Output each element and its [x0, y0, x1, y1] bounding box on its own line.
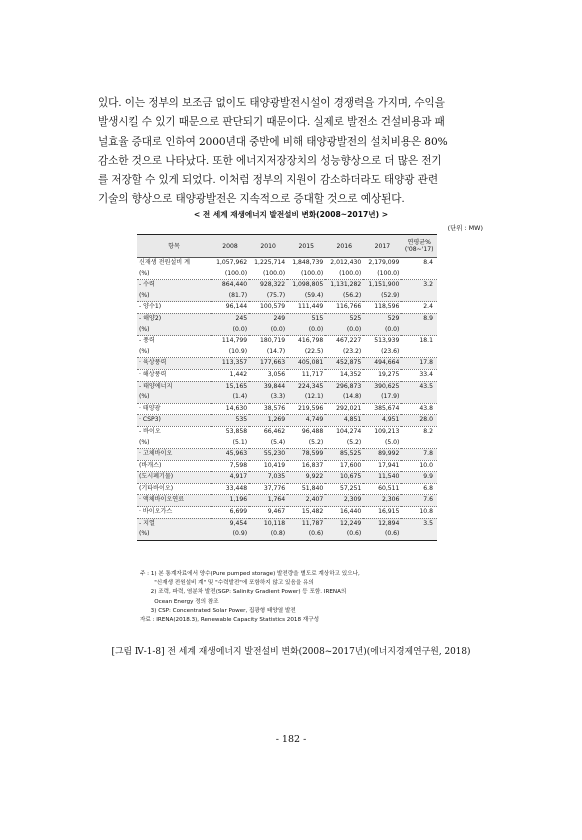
cell-value: 513,939	[363, 336, 401, 347]
cell-value: 529	[363, 313, 401, 324]
cell-value: (0.0)	[249, 325, 287, 336]
row-label: (도시폐기물)	[137, 472, 211, 484]
row-label: (%)	[139, 347, 150, 355]
table-row	[137, 483, 437, 495]
cell-value: (14.8)	[325, 392, 363, 403]
table-title: < 전 세계 재생에너지 발전설비 변화(2008~2017년) >	[193, 210, 389, 219]
cell-value: (5.1)	[232, 438, 248, 446]
cell-value: 55,230	[249, 449, 287, 461]
cell-value: 6,699	[211, 507, 249, 519]
cell-growth: 17.8	[401, 358, 437, 370]
cell-value: 53,858	[211, 426, 249, 437]
note-line: 3) CSP: Concentrated Solar Power, 집광형 태양열 발전	[140, 607, 296, 614]
cell-growth: 7.6	[401, 495, 437, 507]
cell-value: 416,798	[287, 336, 325, 347]
cell-value: (14.7)	[266, 347, 286, 355]
cell-value: 1,131,282	[325, 280, 363, 291]
cell-growth: 43.8	[401, 403, 437, 415]
row-label: - 풍력	[137, 336, 211, 347]
cell-value: 292,021	[325, 403, 363, 415]
note-line: "신재생 전원설비 계" 및 "수력발전"에 포함하지 않고 있음을 유의	[140, 580, 314, 587]
cell-value: (81.7)	[211, 291, 249, 302]
cell-value: (0.6)	[363, 529, 401, 540]
cell-value: 111,449	[287, 302, 325, 314]
cell-growth	[401, 325, 437, 336]
cell-value: 14,352	[325, 369, 363, 381]
cell-value: 4,951	[363, 415, 401, 427]
cell-value: 535	[211, 415, 249, 427]
cell-value: 16,837	[287, 460, 325, 472]
cell-value: 89,992	[363, 449, 401, 461]
cell-value: 224,345	[287, 381, 325, 392]
cell-growth: 8.2	[401, 426, 437, 437]
cell-value: 10,675	[325, 472, 363, 484]
cell-value: (100.0)	[224, 269, 248, 277]
cell-value: 3,056	[249, 369, 287, 381]
cell-value: 1,848,739	[292, 259, 324, 266]
cell-value: (100.0)	[377, 269, 400, 277]
cell-value: 4,917	[211, 472, 249, 484]
header-item: 항목	[137, 235, 211, 258]
cell-value: 15,482	[287, 507, 325, 519]
cell-value: 2,012,430	[330, 259, 362, 266]
cell-value: 85,525	[325, 449, 363, 461]
cell-value: 45,963	[211, 449, 249, 461]
cell-value: (0.8)	[249, 529, 287, 540]
cell-value: 19,275	[363, 369, 401, 381]
row-label: (%)	[139, 269, 150, 277]
cell-value: 15,165	[211, 381, 249, 392]
cell-value: 405,081	[287, 358, 325, 370]
cell-growth: 18.1	[401, 336, 437, 347]
cell-value: 4,851	[325, 415, 363, 427]
cell-value: 9,454	[211, 518, 249, 529]
cell-value: 452,875	[325, 358, 363, 370]
cell-growth: 10.0	[401, 460, 437, 472]
capacity-table	[137, 234, 437, 541]
source-line: 자료 : IRENA(2018.3), Renewable Capacity Statistics 2018 재구성	[140, 617, 320, 624]
row-label: - 해양2)	[137, 313, 211, 324]
cell-growth	[401, 291, 437, 302]
cell-growth: 3.5	[401, 518, 437, 529]
row-label: · 바이오가스	[137, 507, 211, 519]
row-label: (기타바이오)	[137, 483, 211, 495]
cell-growth: 9.9	[401, 472, 437, 484]
row-label: · 고체바이오	[137, 449, 211, 461]
table-row	[137, 415, 437, 427]
cell-growth: 6.8	[401, 483, 437, 495]
cell-value: 249	[249, 313, 287, 324]
cell-value: (0.0)	[325, 325, 363, 336]
cell-value: 467,227	[325, 336, 363, 347]
table-row	[137, 507, 437, 519]
cell-value: (0.6)	[325, 529, 363, 540]
body-line: 기술의 향상으로 태양광발전은 지속적으로 증대할 것으로 예상된다.	[98, 193, 405, 206]
header-2015: 2015	[287, 235, 325, 258]
figure-caption: [그림 Ⅳ-1-8] 전 세계 재생에너지 발전설비 변화(2008~2017년)(에너지경제연구원, 2018)	[111, 647, 471, 657]
table-row	[137, 460, 437, 472]
cell-value: (56.2)	[325, 291, 363, 302]
row-label: - 양수1)	[137, 302, 211, 314]
row-label: - 바이오	[137, 426, 211, 437]
cell-value: (22.5)	[304, 347, 324, 355]
row-label: · 액체바이오연료	[137, 495, 211, 507]
table-row	[137, 280, 437, 291]
cell-value: (0.0)	[363, 325, 401, 336]
cell-value: 219,596	[287, 403, 325, 415]
cell-value: (75.7)	[249, 291, 287, 302]
table-row	[137, 403, 437, 415]
cell-growth: 33.4	[401, 369, 437, 381]
cell-growth: 43.5	[401, 381, 437, 392]
cell-value: 1,225,714	[254, 259, 286, 266]
cell-value: (0.9)	[211, 529, 249, 540]
cell-value: 1,269	[249, 415, 287, 427]
cell-value: 66,462	[249, 426, 287, 437]
cell-value: 96,144	[211, 302, 249, 314]
cell-value: 928,322	[249, 280, 287, 291]
cell-value: (23.2)	[342, 347, 362, 355]
table-unit: (단위 : MW)	[447, 224, 483, 232]
cell-value: 51,840	[287, 483, 325, 495]
cell-growth: 10.8	[401, 507, 437, 519]
note-line: 주 : 1) 본 통계자료에서 양수(Pure pumped storage) 발전량을 별도로 계상하고 있으나,	[140, 571, 360, 577]
cell-growth: 28.0	[401, 415, 437, 427]
cell-value: 2,179,099	[368, 259, 400, 266]
cell-value: 78,599	[287, 449, 325, 461]
cell-value: 177,663	[249, 358, 287, 370]
cell-value: 1,764	[249, 495, 287, 507]
cell-value: 2,309	[325, 495, 363, 507]
cell-value: (100.0)	[339, 269, 362, 277]
table-row	[137, 347, 437, 358]
cell-value: 14,630	[211, 403, 249, 415]
cell-value: 11,717	[287, 369, 325, 381]
table-row	[137, 472, 437, 484]
page-number: - 182 -	[275, 734, 307, 745]
cell-growth	[401, 529, 437, 540]
cell-value: 494,664	[363, 358, 401, 370]
cell-value: 180,719	[249, 336, 287, 347]
cell-value: 1,098,805	[287, 280, 325, 291]
cell-value: (100.0)	[301, 269, 324, 277]
cell-value: 385,674	[363, 403, 401, 415]
cell-value: (100.0)	[262, 269, 286, 277]
cell-value: 57,251	[325, 483, 363, 495]
cell-value: 1,196	[211, 495, 249, 507]
cell-value: (5.2)	[308, 438, 324, 446]
cell-value: (1.4)	[211, 392, 249, 403]
row-label: 신재생 전원설비 계	[139, 259, 190, 266]
cell-value: 60,511	[363, 483, 401, 495]
row-label: · 태양광	[137, 403, 211, 415]
cell-value: (17.9)	[363, 392, 401, 403]
table-row	[137, 426, 437, 437]
body-line: 를 저장할 수 있게 되었다. 이처럼 정부의 지원이 감소하더라도 태양광 관련	[98, 174, 438, 187]
row-label: · CSP3)	[137, 415, 211, 427]
body-line: 널효율 증대로 인하여 2000년대 중반에 비해 태양광발전의 설치비용은 80%	[98, 135, 448, 148]
cell-value: (5.0)	[384, 438, 400, 446]
cell-value: 118,596	[363, 302, 401, 314]
body-line: 있다. 이는 정부의 보조금 없이도 태양광발전시설이 경쟁력을 가지며, 수익을	[98, 97, 445, 109]
cell-value: (0.0)	[211, 325, 249, 336]
cell-value: 245	[211, 313, 249, 324]
table-row	[137, 392, 437, 403]
cell-value: 33,448	[211, 483, 249, 495]
row-label: (바개스)	[137, 460, 211, 472]
cell-value: 7,035	[249, 472, 287, 484]
cell-value: 96,488	[287, 426, 325, 437]
cell-value: 104,274	[325, 426, 363, 437]
cell-value: 4,749	[287, 415, 325, 427]
body-line: 감소한 것으로 나타났다. 또한 에너지저장장치의 성능향상으로 더 많은 전기	[98, 154, 442, 167]
cell-value: (10.9)	[228, 347, 248, 355]
cell-value: 100,579	[249, 302, 287, 314]
cell-value: 109,213	[363, 426, 401, 437]
cell-value: 864,440	[211, 280, 249, 291]
row-label: (%)	[137, 291, 211, 302]
cell-value: 1,151,900	[363, 280, 401, 291]
header-2008: 2008	[211, 235, 249, 258]
cell-value: 1,057,962	[216, 259, 248, 266]
table-header-row	[137, 235, 437, 258]
cell-value: (12.1)	[287, 392, 325, 403]
row-label: - 태양에너지	[137, 381, 211, 392]
table-row	[137, 302, 437, 314]
table-body	[137, 258, 437, 541]
table-row	[137, 495, 437, 507]
cell-value: 11,540	[363, 472, 401, 484]
row-label: - 수력	[137, 280, 211, 291]
header-2016: 2016	[325, 235, 363, 258]
cell-growth	[401, 438, 437, 449]
cell-value: 515	[287, 313, 325, 324]
cell-value: 38,576	[249, 403, 287, 415]
header-2017: 2017	[363, 235, 401, 258]
row-label: · 육상풍력	[137, 358, 211, 370]
note-line: 2) 조력, 파력, 염분차 발전(SGP: Salinity Gradient Power) 등 포함. IRENA의	[140, 589, 347, 596]
cell-growth	[401, 347, 437, 358]
header-growth: 연평균% ('08~'17)	[401, 235, 437, 258]
table-row	[137, 369, 437, 381]
table-row	[137, 291, 437, 302]
cell-value: 17,941	[363, 460, 401, 472]
cell-value: 525	[325, 313, 363, 324]
table-notes	[140, 570, 460, 625]
table-row	[137, 449, 437, 461]
cell-value: (5.2)	[346, 438, 362, 446]
cell-value: (0.6)	[287, 529, 325, 540]
cell-value: 7,598	[211, 460, 249, 472]
cell-value: 10,419	[249, 460, 287, 472]
header-2010: 2010	[249, 235, 287, 258]
cell-value: (0.0)	[287, 325, 325, 336]
cell-value: 390,625	[363, 381, 401, 392]
cell-growth	[401, 392, 437, 403]
cell-value: 12,249	[325, 518, 363, 529]
body-line: 발생시킬 수 있기 때문으로 판단되기 때문이다. 실제로 발전소 건설비용과 패	[98, 116, 445, 129]
cell-value: 17,600	[325, 460, 363, 472]
cell-value: 39,844	[249, 381, 287, 392]
row-label: · 해상풍력	[137, 369, 211, 381]
table-row	[137, 336, 437, 347]
table-row	[137, 518, 437, 529]
cell-value: (23.6)	[381, 347, 400, 355]
table-row	[137, 529, 437, 540]
cell-growth: 3.2	[401, 280, 437, 291]
row-label: (%)	[137, 325, 211, 336]
row-label: (%)	[139, 438, 150, 446]
cell-value: (3.3)	[249, 392, 287, 403]
table-row	[137, 438, 437, 449]
table-row	[137, 381, 437, 392]
cell-value: 2,407	[287, 495, 325, 507]
body-paragraph	[98, 94, 484, 210]
cell-value: 12,894	[363, 518, 401, 529]
cell-value: 114,799	[211, 336, 249, 347]
cell-value: 16,440	[325, 507, 363, 519]
row-label: - 지열	[137, 518, 211, 529]
cell-value: (52.9)	[363, 291, 401, 302]
cell-value: 296,873	[325, 381, 363, 392]
cell-value: 2,306	[363, 495, 401, 507]
table-row	[137, 325, 437, 336]
row-label: (%)	[137, 529, 211, 540]
table-row	[137, 358, 437, 370]
cell-growth: 2.4	[401, 302, 437, 314]
cell-value: 113,357	[211, 358, 249, 370]
cell-value: 16,915	[363, 507, 401, 519]
cell-growth	[401, 269, 437, 280]
cell-value: 9,467	[249, 507, 287, 519]
cell-value: 10,118	[249, 518, 287, 529]
cell-value: 116,766	[325, 302, 363, 314]
cell-value: (5.4)	[270, 438, 286, 446]
cell-value: 9,922	[287, 472, 325, 484]
cell-growth: 7.8	[401, 449, 437, 461]
cell-value: 1,442	[211, 369, 249, 381]
cell-value: 11,787	[287, 518, 325, 529]
cell-growth: 8.9	[401, 313, 437, 324]
cell-value: (59.4)	[287, 291, 325, 302]
cell-value: 37,776	[249, 483, 287, 495]
cell-growth: 8.4	[423, 259, 433, 266]
table-row	[137, 269, 437, 280]
note-line: Ocean Energy 정의 참조	[140, 598, 219, 605]
row-label: (%)	[137, 392, 211, 403]
table-row	[137, 313, 437, 324]
table-row	[137, 258, 437, 269]
